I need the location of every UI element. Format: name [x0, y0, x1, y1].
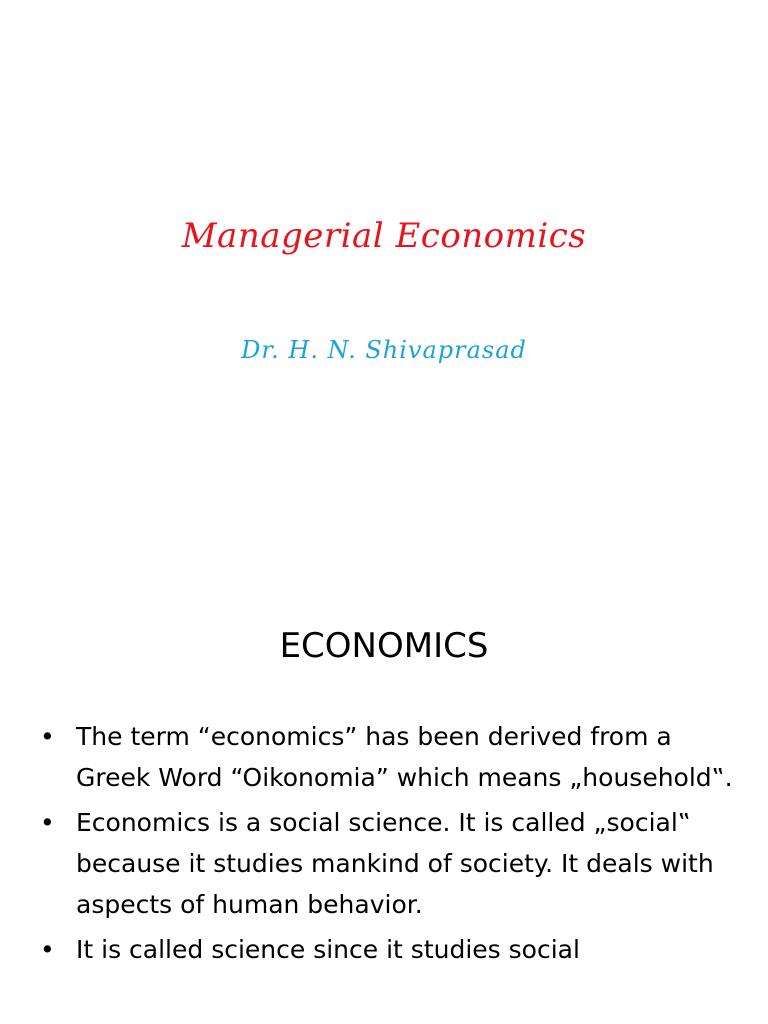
- bullet-list: [40, 716, 740, 974]
- presentation-author: Dr. H. N. Shivaprasad: [241, 336, 527, 364]
- bullet-icon: •: [40, 722, 55, 751]
- bullet-text: Economics is a social science. It is called „social‟ because it studies mankind of society. It deals with aspects of human behavior.: [76, 808, 714, 919]
- bullet-text: The term “economics” has been derived from a Greek Word “Oikonomia” which means „household‟.: [76, 722, 733, 792]
- bullet-icon: •: [40, 935, 55, 964]
- bullet-icon: •: [40, 808, 55, 837]
- bullet-item: [40, 802, 740, 925]
- content-slide: [0, 576, 768, 1024]
- slide-heading: ECONOMICS: [279, 626, 489, 666]
- bullet-text: It is called science since it studies social: [76, 935, 580, 964]
- bullet-item: [40, 929, 740, 970]
- bullet-item: [40, 716, 740, 798]
- presentation-title: Managerial Economics: [181, 216, 587, 256]
